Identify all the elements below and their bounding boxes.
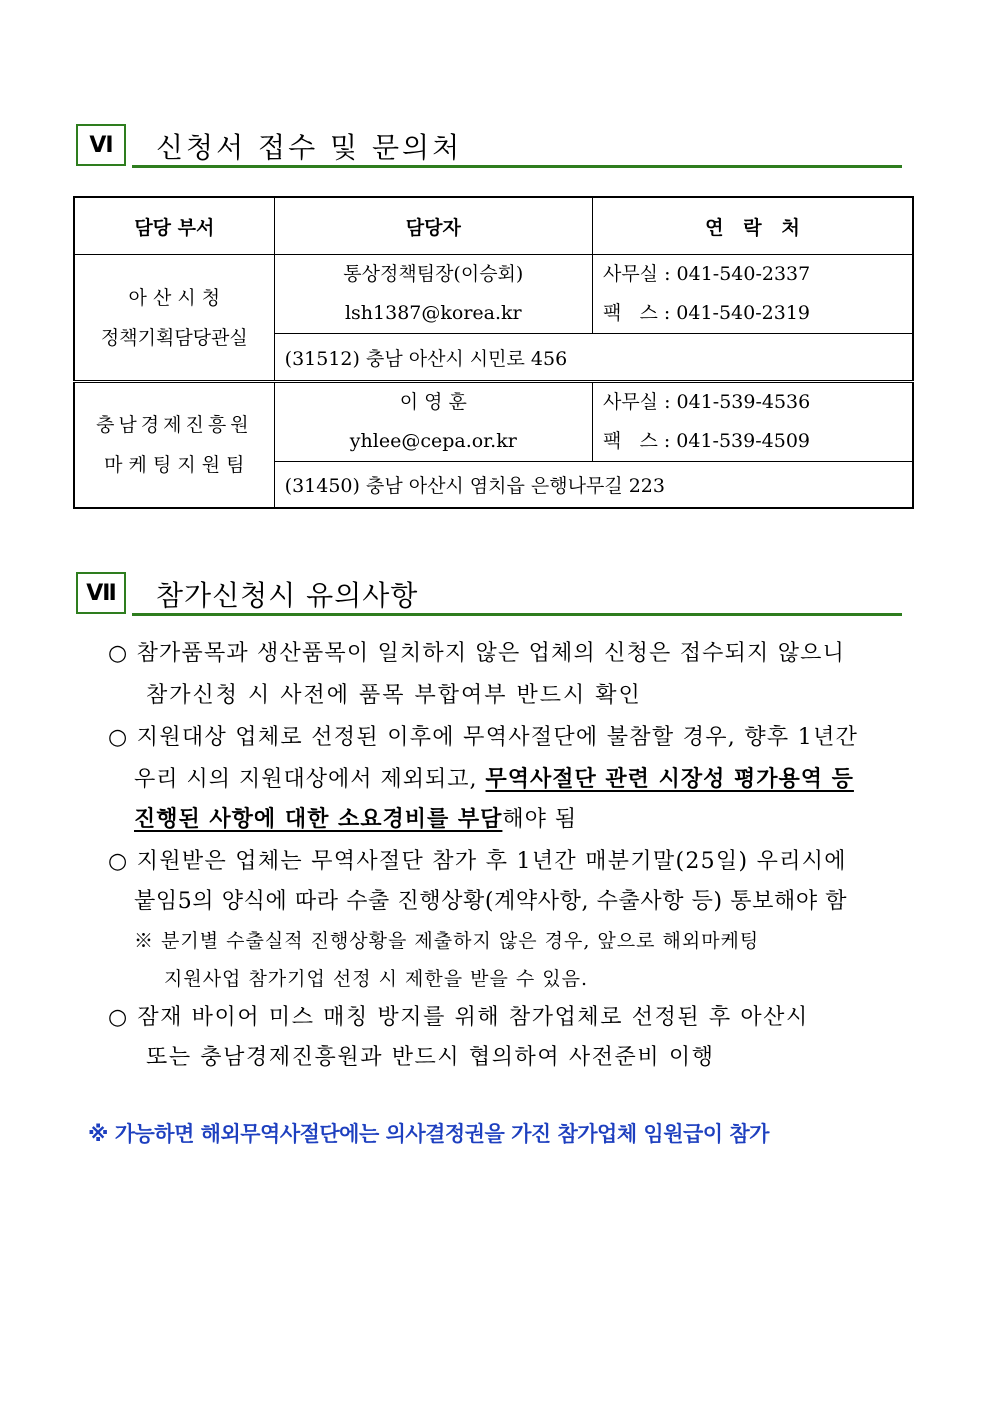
person-email: lsh1387@korea.kr: [344, 302, 522, 324]
address-cell: (31512) 충남 아산시 시민로 456: [274, 334, 913, 382]
table-row: [74, 255, 913, 334]
fax-number: 팩 스 : 041-540-2319: [602, 302, 810, 324]
dept-cell: [74, 255, 274, 382]
note-2-emphasis: 진행된 사항에 대한 소요경비를 부담: [134, 806, 503, 832]
person-cell: [274, 255, 592, 334]
dept-name-line2: 마 케 팅 지 원 팀: [104, 453, 245, 476]
header-person: 담당자: [274, 197, 592, 255]
dept-cell: [74, 382, 274, 508]
section-underline: [132, 165, 902, 168]
section-number-box: Ⅶ: [76, 572, 126, 614]
note-2-emphasis: 무역사절단 관련 시장성 평가용역 등: [485, 766, 854, 792]
note-3-subnote-line-2: 지원사업 참가기업 선정 시 제한을 받을 수 있음.: [164, 968, 589, 990]
section-title: 신청서 접수 및 문의처: [156, 131, 463, 164]
note-2-line-3-text: 해야 됨: [502, 807, 578, 832]
note-2-line-3: [134, 802, 577, 833]
contact-table: [73, 196, 914, 509]
footer-note: ※ 가능하면 해외무역사절단에는 의사결정권을 가진 참가업체 임원급이 참가: [88, 1122, 769, 1146]
section-underline: [132, 613, 902, 616]
address-cell: (31450) 충남 아산시 염치읍 은행나무길 223: [274, 462, 913, 508]
header-dept: 담당 부서: [74, 197, 274, 255]
person-name: 이 영 훈: [399, 391, 467, 413]
table-row: [74, 382, 913, 462]
section-number-box: Ⅵ: [76, 124, 126, 166]
contact-cell: [592, 255, 913, 334]
note-2-line-2-text: 우리 시의 지원대상에서 제외되고,: [134, 767, 486, 792]
person-name: 통상정책팀장(이승회): [343, 263, 524, 285]
office-phone: 사무실 : 041-540-2337: [602, 263, 811, 285]
header-contact: 연 락 처: [592, 197, 913, 255]
dept-name-line1: 아 산 시 청: [128, 286, 221, 309]
note-2-line-1: ○ 지원대상 업체로 선정된 이후에 무역사절단에 불참할 경우, 향후 1년간: [108, 725, 859, 750]
person-email: yhlee@cepa.or.kr: [349, 430, 517, 452]
fax-number: 팩 스 : 041-539-4509: [602, 430, 810, 452]
section-7-heading: [76, 572, 902, 616]
table-header-row: [74, 197, 913, 255]
section-6-heading: [76, 124, 902, 168]
note-1-line-2: 참가신청 시 사전에 품목 부합여부 반드시 확인: [146, 683, 642, 708]
dept-name-line1: 충남경제진흥원: [96, 413, 253, 436]
note-2-line-2: [134, 762, 854, 793]
note-1-line-1: ○ 참가품목과 생산품목이 일치하지 않은 업체의 신청은 접수되지 않으니: [108, 641, 846, 666]
note-3-line-1: ○ 지원받은 업체는 무역사절단 참가 후 1년간 매분기말(25일) 우리시에: [108, 849, 847, 874]
section-title: 참가신청시 유의사항: [156, 579, 419, 612]
note-4-line-1: ○ 잠재 바이어 미스 매칭 방지를 위해 참가업체로 선정된 후 아산시: [108, 1005, 809, 1030]
person-cell: [274, 382, 592, 462]
contact-cell: [592, 382, 913, 462]
dept-name-line2: 정책기획담당관실: [100, 326, 248, 349]
office-phone: 사무실 : 041-539-4536: [602, 391, 811, 413]
note-3-line-2: 붙임5의 양식에 따라 수출 진행상황(계약사항, 수출사항 등) 통보해야 함: [134, 889, 848, 914]
note-3-subnote-line-1: ※ 분기별 수출실적 진행상황을 제출하지 않은 경우, 앞으로 해외마케팅: [134, 930, 760, 952]
note-4-line-2: 또는 충남경제진흥원과 반드시 협의하여 사전준비 이행: [146, 1045, 715, 1070]
